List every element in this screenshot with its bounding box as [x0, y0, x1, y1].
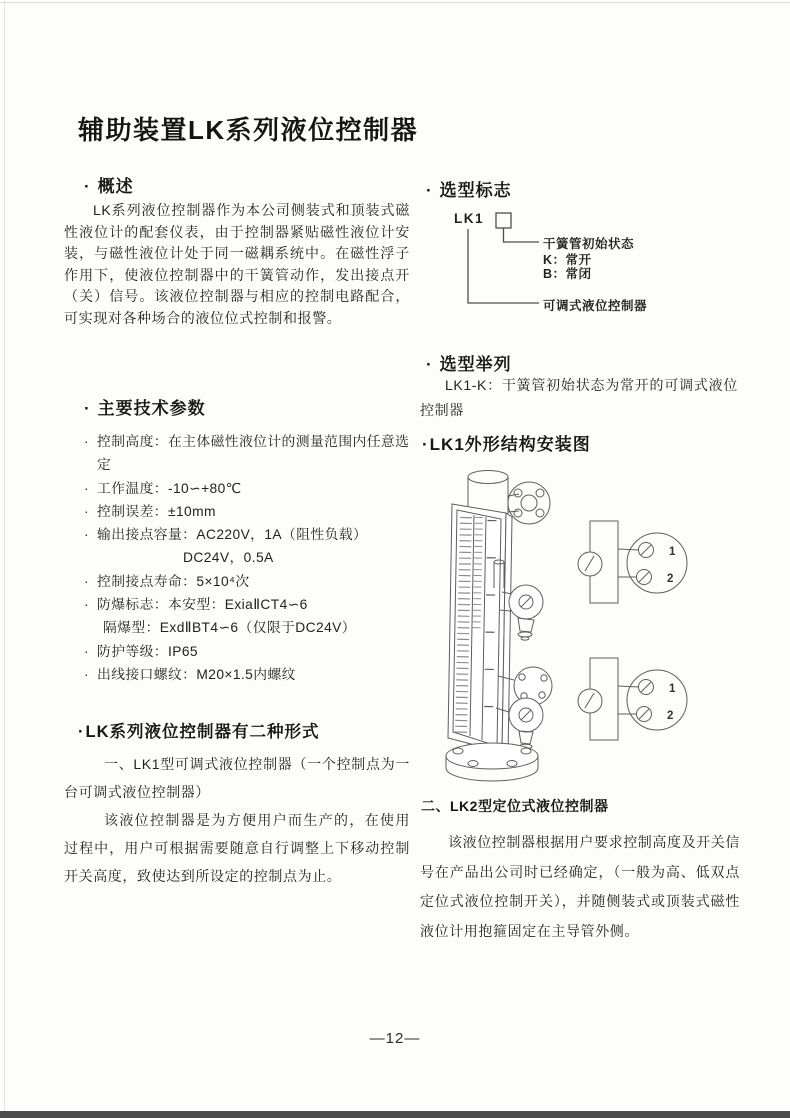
- installation-heading-label: LK1外形结构安装图: [429, 435, 591, 454]
- forms-heading-label: LK系列液位控制器有二种形式: [85, 723, 320, 741]
- section-heading-selection-mark: [426, 176, 512, 201]
- lk1-type-title: 一、LK1型可调式液位控制器（一个控制点为一台可调式液位控制器）: [64, 756, 410, 800]
- bullet-icon: ·: [84, 503, 89, 519]
- param-text: 出线接口螺纹：M20×1.5内螺纹: [97, 666, 296, 682]
- lk2-paragraph: 该液位控制器根据用户要求控制高度及开关信号在产品出公司时已经确定，（一般为高、低双点定位式液位控制开关），并随侧装式或顶装式磁性液位计用抱箍固定在主导管外侧。: [420, 834, 740, 939]
- bullet-icon: ·: [84, 643, 89, 659]
- terminal-label-2: 2: [667, 573, 674, 585]
- reed-state-label: 干簧管初始状态: [543, 237, 635, 251]
- bullet-icon: ·: [422, 435, 429, 454]
- param-text: 工作温度：-10∽+80℃: [97, 480, 242, 496]
- param-text-continued: DC24V，0.5A: [183, 550, 274, 566]
- level-gauge-drawing: [428, 460, 760, 794]
- overview-heading-label: 概述: [97, 177, 134, 196]
- selection-mark-heading-label: 选型标志: [439, 181, 512, 200]
- section-heading-tech-params: [84, 394, 206, 419]
- terminal-label-1: 1: [669, 683, 676, 695]
- bullet-icon: ·: [84, 399, 91, 418]
- option-k-label: K：常开: [543, 253, 592, 267]
- param-text: 防爆标志：本安型：ExiaⅡCT4∽6: [97, 597, 308, 613]
- terminal-label-2: 2: [667, 710, 674, 722]
- param-text-continued: 隔爆型：ExdⅡBT4∽6（仅限于DC24V）: [103, 620, 356, 636]
- option-b-label: B：常闭: [543, 267, 592, 281]
- model-code-label: LK1: [454, 211, 485, 226]
- section-heading-overview: [84, 172, 134, 197]
- bullet-icon: ·: [84, 177, 91, 196]
- scan-edge-line-top: [0, 2, 790, 3]
- installation-diagram: [428, 460, 760, 794]
- terminal-label-1: 1: [669, 546, 676, 558]
- model-designation-diagram: [430, 206, 760, 326]
- page-title: 辅助装置LK系列液位控制器: [78, 115, 419, 145]
- tech-param-list: [83, 430, 415, 686]
- tech-param-item: [83, 500, 415, 523]
- bullet-icon: ·: [84, 480, 89, 496]
- param-text: 控制高度：在主体磁性液位计的测量范围内任意选定: [97, 434, 410, 473]
- param-text: 控制误差：±10mm: [97, 503, 216, 519]
- bullet-icon: ·: [84, 597, 89, 613]
- tech-params-heading-label: 主要技术参数: [97, 399, 206, 418]
- wiring-diagram-upper: [578, 521, 687, 603]
- bullet-icon: ·: [84, 666, 89, 682]
- param-text: 输出接点容量：AC220V，1A（阻性负载）: [97, 527, 368, 543]
- section-heading-forms: [78, 718, 320, 742]
- section-heading-selection-example: [426, 350, 512, 375]
- tech-param-item: [83, 523, 415, 570]
- adjustable-controller-label: 可调式液位控制器: [543, 299, 648, 313]
- footer-bar: [0, 1111, 790, 1118]
- selection-example-heading-label: 选型举列: [439, 355, 512, 374]
- tech-param-item: [83, 640, 415, 663]
- scan-edge-line-left: [4, 0, 5, 1118]
- param-text: 控制接点寿命：5×10⁴次: [97, 573, 250, 589]
- overview-paragraph: LK系列液位控制器作为本公司侧装式和顶装式磁性液位计的配套仪表，由于控制器紧贴磁性液位计安装，与磁性液位计处于同一磁耦系统中。在磁性浮子作用下，使液位控制器中的干簧管动作，发出接点开（关）信号。该液位控制器与相应的控制电路配合，可实现对各种场合的液位位式控制和报警。: [64, 202, 410, 326]
- bullet-icon: ·: [84, 573, 89, 589]
- selection-example-paragraph: LK1-K：干簧管初始状态为常开的可调式液位控制器: [420, 377, 738, 418]
- designation-option-box: [496, 213, 511, 228]
- tech-param-item: [83, 593, 415, 640]
- tech-param-item: [83, 477, 415, 500]
- param-text: 防护等级：IP65: [97, 643, 198, 659]
- bullet-icon: ·: [426, 355, 433, 374]
- section-heading-installation: [422, 430, 591, 455]
- wiring-diagram-lower: [578, 658, 687, 740]
- tech-param-item: [83, 430, 415, 477]
- bullet-icon: ·: [78, 723, 85, 741]
- tech-param-item: [83, 570, 415, 593]
- bullet-icon: ·: [426, 181, 433, 200]
- bullet-icon: ·: [84, 434, 89, 449]
- page-number: —12—: [369, 1030, 421, 1047]
- tech-param-item: [83, 663, 415, 686]
- lk2-heading: 二、LK2型定位式液位控制器: [421, 798, 609, 814]
- lk1-type-paragraph: 该液位控制器是为方便用户而生产的，在使用过程中，用户可根据需要随意自行调整上下移动控制开关高度，致使达到所设定的控制点为止。: [64, 812, 410, 884]
- bullet-icon: ·: [84, 527, 89, 543]
